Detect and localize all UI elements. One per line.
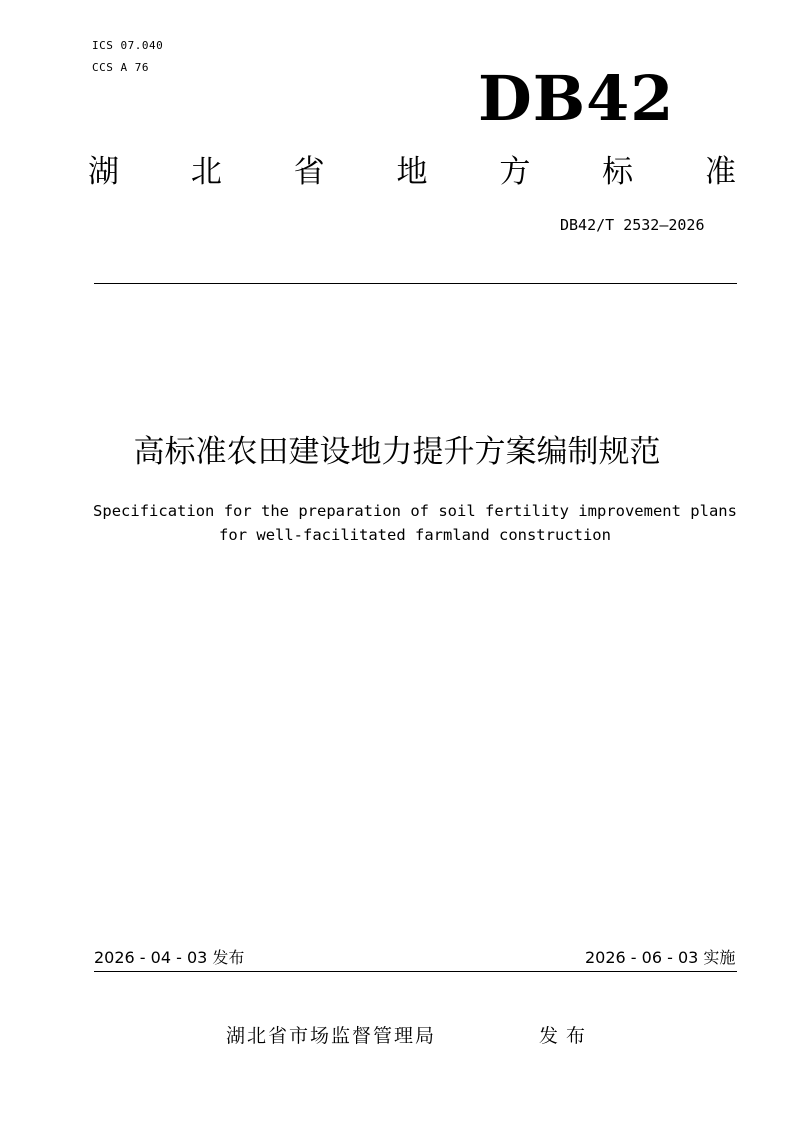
implement-date: 2026 - 06 - 03 实施 xyxy=(585,948,736,967)
standard-code: DB42/T 2532—2026 xyxy=(560,216,705,234)
standard-type-char: 地 xyxy=(396,154,428,190)
top-divider xyxy=(94,283,737,284)
standard-type-char: 标 xyxy=(602,154,634,190)
document-title-zh: 高标准农田建设地力提升方案编制规范 xyxy=(133,434,661,470)
db42-logo: DB42 xyxy=(478,62,675,135)
standard-type-char: 湖 xyxy=(88,154,119,190)
standard-type-char: 省 xyxy=(293,154,325,190)
issue-label: 发布 xyxy=(539,1025,594,1047)
title-en-line: Specification for the preparation of soil fertility improvement plans xyxy=(93,502,737,520)
document-title-en xyxy=(0,499,794,547)
standard-type-char: 北 xyxy=(190,154,222,190)
standard-type-heading xyxy=(88,150,736,194)
ics-code: ICS 07.040 xyxy=(92,39,164,52)
title-en-line: for well-facilitated farmland construction xyxy=(219,526,611,544)
issuing-authority: 湖北省市场监督管理局 xyxy=(226,1025,437,1047)
publish-date: 2026 - 04 - 03 发布 xyxy=(94,948,245,967)
standard-type-char: 方 xyxy=(499,154,531,190)
ccs-code: CCS A 76 xyxy=(92,61,149,74)
standard-type-char: 准 xyxy=(704,154,736,190)
bottom-divider xyxy=(94,971,737,972)
